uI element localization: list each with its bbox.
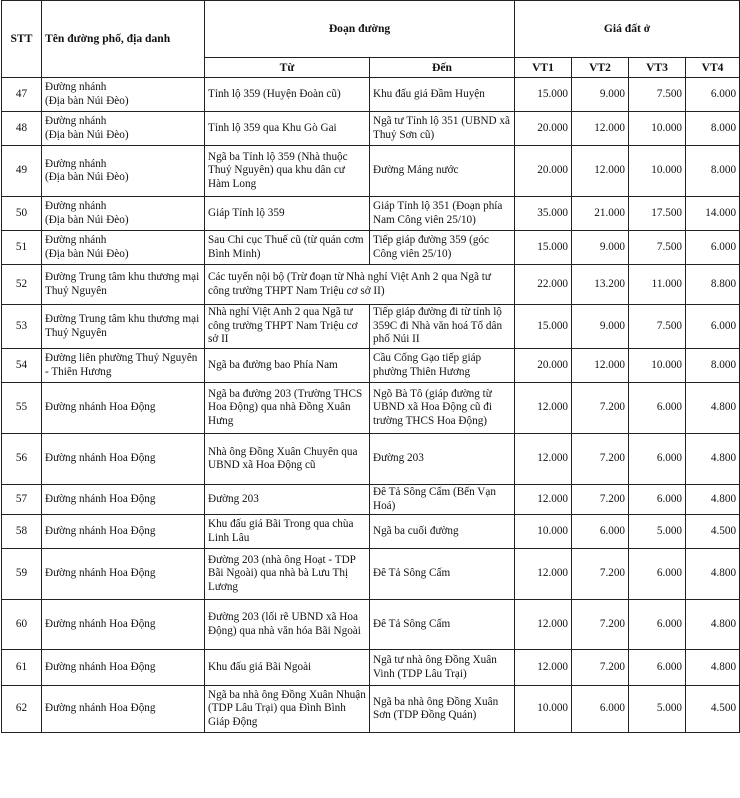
- table-body: [2, 78, 740, 733]
- cell-vt2: 7.200: [572, 485, 629, 515]
- table-row: [2, 600, 740, 650]
- cell-stt: 48: [2, 112, 42, 146]
- cell-street-name: Đường nhánh Hoa Động: [42, 650, 205, 686]
- cell-vt1: 12.000: [515, 600, 572, 650]
- cell-stt: 59: [2, 549, 42, 600]
- cell-vt3: 10.000: [629, 349, 686, 383]
- cell-vt2: 7.200: [572, 600, 629, 650]
- cell-from: Đường 203: [205, 485, 370, 515]
- cell-from: Tỉnh lộ 359 qua Khu Gò Gai: [205, 112, 370, 146]
- cell-vt4: 8.000: [686, 349, 740, 383]
- cell-stt: 61: [2, 650, 42, 686]
- cell-vt2: 13.200: [572, 265, 629, 305]
- cell-vt1: 15.000: [515, 305, 572, 349]
- cell-vt3: 6.000: [629, 434, 686, 485]
- cell-to: Đê Tả Sông Cấm (Bến Vạn Hoá): [370, 485, 515, 515]
- cell-vt2: 9.000: [572, 78, 629, 112]
- cell-vt1: 12.000: [515, 549, 572, 600]
- cell-street-name: Đường nhánh Hoa Động: [42, 515, 205, 549]
- cell-vt4: 4.800: [686, 485, 740, 515]
- cell-stt: 56: [2, 434, 42, 485]
- cell-vt3: 7.500: [629, 78, 686, 112]
- cell-stt: 51: [2, 231, 42, 265]
- cell-street-name: Đường Trung tâm khu thương mại Thuỷ Nguyên: [42, 305, 205, 349]
- cell-to: Ngã ba cuối đường: [370, 515, 515, 549]
- table-row: [2, 434, 740, 485]
- header-vt4: VT4: [686, 58, 740, 78]
- cell-vt1: 12.000: [515, 485, 572, 515]
- cell-street-name: Đường nhánh Hoa Động: [42, 434, 205, 485]
- cell-street-name: Đường nhánh (Địa bàn Núi Đèo): [42, 146, 205, 197]
- cell-stt: 53: [2, 305, 42, 349]
- cell-from: Ngã ba đường bao Phía Nam: [205, 349, 370, 383]
- cell-vt1: 20.000: [515, 112, 572, 146]
- cell-vt2: 9.000: [572, 231, 629, 265]
- cell-to: Ngã tư nhà ông Đồng Xuân Vinh (TDP Lâu Trại): [370, 650, 515, 686]
- cell-vt1: 10.000: [515, 686, 572, 733]
- cell-from: Nhà ông Đồng Xuân Chuyên qua UBND xã Hoa Động cũ: [205, 434, 370, 485]
- cell-vt4: 4.800: [686, 600, 740, 650]
- cell-vt1: 12.000: [515, 650, 572, 686]
- cell-to: Đường Máng nước: [370, 146, 515, 197]
- cell-street-name: Đường nhánh (Địa bàn Núi Đèo): [42, 78, 205, 112]
- cell-vt4: 6.000: [686, 305, 740, 349]
- cell-stt: 62: [2, 686, 42, 733]
- cell-to: Đường 203: [370, 434, 515, 485]
- cell-vt3: 10.000: [629, 112, 686, 146]
- table-row: [2, 383, 740, 434]
- cell-to: Cầu Cống Gạo tiếp giáp phường Thiên Hương: [370, 349, 515, 383]
- cell-from: Giáp Tỉnh lộ 359: [205, 197, 370, 231]
- cell-vt2: 6.000: [572, 686, 629, 733]
- cell-vt2: 7.200: [572, 650, 629, 686]
- cell-vt4: 6.000: [686, 78, 740, 112]
- table-row: [2, 112, 740, 146]
- header-from: Từ: [205, 58, 370, 78]
- cell-street-name: Đường nhánh (Địa bàn Núi Đèo): [42, 231, 205, 265]
- cell-vt2: 6.000: [572, 515, 629, 549]
- cell-street-name: Đường nhánh Hoa Động: [42, 549, 205, 600]
- cell-stt: 54: [2, 349, 42, 383]
- cell-vt3: 10.000: [629, 146, 686, 197]
- table-row: [2, 78, 740, 112]
- cell-from: Đường 203 (lối rẽ UBND xã Hoa Động) qua nhà văn hóa Bãi Ngoài: [205, 600, 370, 650]
- cell-vt4: 8.000: [686, 146, 740, 197]
- cell-street-name: Đường nhánh (Địa bàn Núi Đèo): [42, 112, 205, 146]
- cell-to: Tiếp giáp đường 359 (góc Công viên 25/10): [370, 231, 515, 265]
- cell-to: Đê Tả Sông Cấm: [370, 600, 515, 650]
- cell-vt2: 21.000: [572, 197, 629, 231]
- header-vt3: VT3: [629, 58, 686, 78]
- cell-vt2: 12.000: [572, 146, 629, 197]
- cell-vt4: 4.800: [686, 434, 740, 485]
- cell-vt3: 6.000: [629, 549, 686, 600]
- cell-vt3: 11.000: [629, 265, 686, 305]
- cell-stt: 60: [2, 600, 42, 650]
- cell-from: Ngã ba Tỉnh lộ 359 (Nhà thuộc Thuỷ Nguyên) qua khu dân cư Hàm Long: [205, 146, 370, 197]
- cell-stt: 57: [2, 485, 42, 515]
- table-row: [2, 515, 740, 549]
- cell-vt3: 6.000: [629, 383, 686, 434]
- table-row: [2, 485, 740, 515]
- table-row: [2, 650, 740, 686]
- cell-vt1: 15.000: [515, 78, 572, 112]
- table-row: [2, 231, 740, 265]
- header-land-price: Giá đất ở: [515, 1, 740, 58]
- header-segment: Đoạn đường: [205, 1, 515, 58]
- cell-stt: 52: [2, 265, 42, 305]
- cell-to: Ngã ba nhà ông Đồng Xuân Sơn (TDP Đồng Quán): [370, 686, 515, 733]
- table-row: [2, 686, 740, 733]
- cell-to: Đê Tả Sông Cấm: [370, 549, 515, 600]
- cell-vt1: 12.000: [515, 434, 572, 485]
- cell-from: Ngã ba nhà ông Đồng Xuân Nhuận (TDP Lâu Trại) qua Đình Bình Giáp Động: [205, 686, 370, 733]
- cell-vt1: 15.000: [515, 231, 572, 265]
- cell-vt4: 6.000: [686, 231, 740, 265]
- cell-street-name: Đường nhánh Hoa Động: [42, 485, 205, 515]
- cell-vt4: 4.800: [686, 650, 740, 686]
- cell-vt2: 12.000: [572, 349, 629, 383]
- table-row: [2, 265, 740, 305]
- cell-to: Tiếp giáp đường đi từ tỉnh lộ 359C đi Nhà văn hoá Tổ dân phố Núi II: [370, 305, 515, 349]
- cell-stt: 47: [2, 78, 42, 112]
- cell-stt: 58: [2, 515, 42, 549]
- header-to: Đến: [370, 58, 515, 78]
- cell-vt3: 17.500: [629, 197, 686, 231]
- cell-vt1: 10.000: [515, 515, 572, 549]
- cell-from: Ngã ba đường 203 (Trường THCS Hoa Động) qua nhà Đồng Xuân Hưng: [205, 383, 370, 434]
- cell-from: Khu đấu giá Bãi Trong qua chùa Linh Lâu: [205, 515, 370, 549]
- header-street-name: Tên đường phố, địa danh: [42, 1, 205, 78]
- cell-segment-span: Các tuyến nội bộ (Trừ đoạn từ Nhà nghỉ Việt Anh 2 qua Ngã tư công trường THPT Nam Triệu cơ sở II): [205, 265, 515, 305]
- cell-stt: 49: [2, 146, 42, 197]
- header-vt1: VT1: [515, 58, 572, 78]
- cell-street-name: Đường nhánh (Địa bàn Núi Đèo): [42, 197, 205, 231]
- cell-to: Khu đấu giá Đầm Huyện: [370, 78, 515, 112]
- cell-vt4: 8.800: [686, 265, 740, 305]
- cell-from: Khu đấu giá Bãi Ngoài: [205, 650, 370, 686]
- cell-vt4: 14.000: [686, 197, 740, 231]
- cell-street-name: Đường liên phường Thuỷ Nguyên - Thiên Hương: [42, 349, 205, 383]
- cell-stt: 55: [2, 383, 42, 434]
- cell-to: Giáp Tỉnh lộ 351 (Đoạn phía Nam Công viên 25/10): [370, 197, 515, 231]
- cell-from: Sau Chi cục Thuế cũ (từ quán cơm Bình Minh): [205, 231, 370, 265]
- land-price-table: [1, 0, 740, 733]
- cell-vt3: 5.000: [629, 686, 686, 733]
- cell-vt4: 4.800: [686, 383, 740, 434]
- cell-vt3: 6.000: [629, 600, 686, 650]
- table-row: [2, 146, 740, 197]
- cell-street-name: Đường Trung tâm khu thương mại Thuỷ Nguyên: [42, 265, 205, 305]
- cell-vt2: 7.200: [572, 434, 629, 485]
- cell-from: Tỉnh lộ 359 (Huyện Đoàn cũ): [205, 78, 370, 112]
- table-row: [2, 549, 740, 600]
- cell-vt3: 6.000: [629, 650, 686, 686]
- cell-street-name: Đường nhánh Hoa Động: [42, 383, 205, 434]
- cell-vt4: 4.500: [686, 515, 740, 549]
- cell-to: Ngõ Bà Tô (giáp đường từ UBND xã Hoa Động cũ đi trường THCS Hoa Động): [370, 383, 515, 434]
- cell-vt1: 22.000: [515, 265, 572, 305]
- cell-vt1: 35.000: [515, 197, 572, 231]
- cell-vt3: 5.000: [629, 515, 686, 549]
- cell-vt3: 7.500: [629, 231, 686, 265]
- cell-vt1: 20.000: [515, 349, 572, 383]
- cell-from: Đường 203 (nhà ông Hoạt - TDP Bãi Ngoài) qua nhà bà Lưu Thị Lương: [205, 549, 370, 600]
- cell-vt4: 4.800: [686, 549, 740, 600]
- cell-vt4: 8.000: [686, 112, 740, 146]
- cell-from: Nhà nghỉ Việt Anh 2 qua Ngã tư công trường THPT Nam Triệu cơ sở II: [205, 305, 370, 349]
- cell-street-name: Đường nhánh Hoa Động: [42, 686, 205, 733]
- cell-vt2: 7.200: [572, 383, 629, 434]
- cell-vt1: 20.000: [515, 146, 572, 197]
- cell-vt2: 9.000: [572, 305, 629, 349]
- cell-vt1: 12.000: [515, 383, 572, 434]
- cell-vt4: 4.500: [686, 686, 740, 733]
- cell-vt3: 7.500: [629, 305, 686, 349]
- table-row: [2, 349, 740, 383]
- header-vt2: VT2: [572, 58, 629, 78]
- cell-street-name: Đường nhánh Hoa Động: [42, 600, 205, 650]
- cell-vt2: 7.200: [572, 549, 629, 600]
- cell-stt: 50: [2, 197, 42, 231]
- cell-vt2: 12.000: [572, 112, 629, 146]
- cell-to: Ngã tư Tỉnh lộ 351 (UBND xã Thuỷ Sơn cũ): [370, 112, 515, 146]
- table-row: [2, 197, 740, 231]
- header-stt: STT: [2, 1, 42, 78]
- cell-vt3: 6.000: [629, 485, 686, 515]
- table-row: [2, 305, 740, 349]
